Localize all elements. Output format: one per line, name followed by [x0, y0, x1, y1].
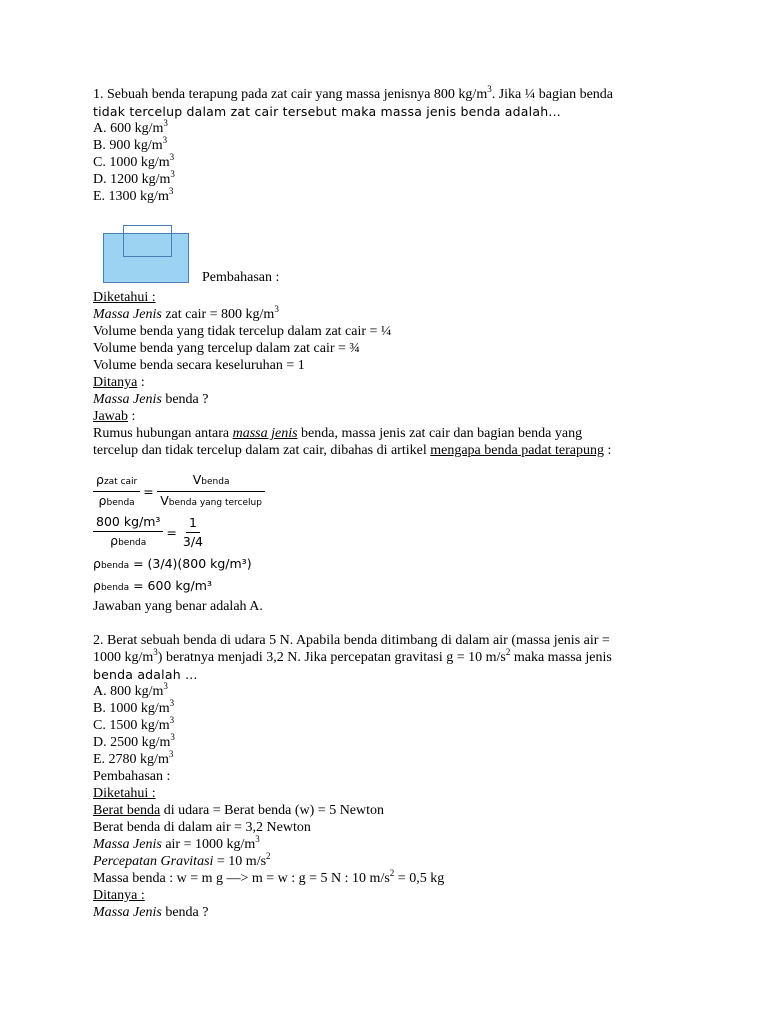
volume-symbol: V: [160, 493, 169, 508]
option-text: A. 800 kg/m: [93, 684, 164, 699]
subscript: benda: [100, 583, 130, 593]
q1-pembahasan: Pembahasan :: [202, 270, 280, 285]
text: maka massa jenis: [510, 650, 612, 665]
q2-pembahasan: Pembahasan :: [93, 769, 171, 784]
term-italic: Massa Jenis: [93, 837, 162, 852]
option-text: C. 1000 kg/m: [93, 155, 170, 170]
numerator: 800 kg/m³: [93, 514, 163, 532]
superscript: 3: [168, 749, 174, 759]
q1-jawab: [93, 408, 683, 425]
article-link[interactable]: mengapa benda padat terapung: [430, 443, 604, 458]
q2-option-b: [93, 700, 683, 717]
text: tercelup dan tidak tercelup dalam zat cair, dibahas di artikel: [93, 443, 431, 458]
option-text: D. 2500 kg/m: [93, 735, 171, 750]
equation-rhs: = 600 kg/m³: [129, 578, 212, 593]
option-text: E. 2780 kg/m: [93, 752, 169, 767]
text: :: [604, 443, 612, 458]
equation-3: [93, 554, 683, 576]
q2-ask: [93, 904, 683, 921]
option-text: E. 1300 kg/m: [93, 189, 169, 204]
superscript: 3: [170, 169, 175, 179]
floating-block: [123, 225, 172, 257]
fraction-right: [157, 472, 266, 511]
subscript: benda yang tercelup: [168, 498, 262, 508]
q1-line2: tidak tercelup dalam zat cair tersebut maka massa jenis benda adalah…: [93, 104, 562, 119]
subscript: zat cair: [103, 477, 138, 487]
jawab-label: Jawab: [93, 409, 128, 424]
term-italic: Percepatan Gravitasi: [93, 854, 214, 869]
option-text: B. 900 kg/m: [93, 138, 163, 153]
q2-known-massa-jenis: [93, 836, 683, 853]
option-text: C. 1500 kg/m: [93, 718, 170, 733]
q1-ditanya: [93, 374, 683, 391]
text: benda, massa jenis zat cair dan bagian benda yang: [297, 426, 583, 441]
q2-line2: [93, 649, 683, 666]
term-italic: Massa Jenis: [93, 905, 162, 920]
option-text: D. 1200 kg/m: [93, 172, 171, 187]
volume-symbol: V: [192, 472, 202, 487]
q2-option-e: [93, 751, 683, 768]
subscript: benda: [100, 561, 130, 571]
q2-options: [93, 683, 683, 768]
rho-symbol: ρ: [96, 472, 104, 487]
rho-symbol: ρ: [93, 578, 101, 593]
q1-options: [93, 120, 683, 205]
q1-ask: [93, 391, 683, 408]
berat-benda-link[interactable]: Berat benda: [93, 803, 161, 818]
equation-2: $\frac{\text{800 kg/m³}}{\text{ρbenda}}$ = $\frac{1}{3/4}$: [93, 514, 683, 551]
numerator: 1: [186, 515, 200, 533]
rho-symbol: ρ: [110, 533, 119, 548]
text: = 10 m/s: [213, 854, 267, 869]
q2-option-c: [93, 717, 683, 734]
q1-rumus-line2: [93, 442, 683, 459]
q2-line3: benda adalah …: [93, 667, 198, 682]
q2-known-berat: [93, 802, 683, 819]
superscript: 3: [163, 118, 168, 128]
text: Rumus hubungan antara: [93, 426, 233, 441]
ask-text: benda ?: [161, 392, 209, 407]
superscript: 3: [169, 152, 175, 162]
q1-known-vol-total: Volume benda secara keseluruhan = 1: [93, 358, 305, 373]
q1-option-c: [93, 154, 683, 171]
q1-option-a: [93, 120, 683, 137]
superscript: 3: [163, 681, 168, 691]
q1-line1-tail: . Jika ¼ bagian benda: [491, 87, 614, 102]
subscript: benda: [118, 538, 147, 548]
rho-symbol: ρ: [93, 556, 101, 571]
q1-known-vol-tidak: Volume benda yang tidak tercelup dalam zat cair = ¼: [93, 324, 392, 339]
superscript: 3: [274, 304, 279, 314]
q2-diketahui: Diketahui :: [93, 786, 156, 801]
q1-diketahui: Diketahui :: [93, 290, 156, 305]
q2-massa-benda: [93, 870, 683, 887]
q2-line1: 2. Berat sebuah benda di udara 5 N. Apabila benda ditimbang di dalam air (massa jenis air =: [93, 633, 610, 648]
q1-answer: Jawaban yang benar adalah A.: [93, 599, 263, 614]
fraction-left: [93, 514, 163, 551]
colon: :: [128, 409, 136, 424]
q1-line1: [93, 86, 683, 103]
q2-option-a: [93, 683, 683, 700]
superscript: 2: [266, 851, 271, 861]
superscript: 3: [487, 84, 492, 94]
ditanya-label: Ditanya: [93, 375, 138, 390]
subscript: benda: [106, 498, 135, 508]
term-italic: Massa Jenis: [93, 392, 162, 407]
text: = 0,5 kg: [394, 871, 445, 886]
q1-line1-text: 1. Sebuah benda terapung pada zat cair yang massa jenisnya 800 kg/m: [93, 87, 488, 102]
superscript: 3: [153, 647, 158, 657]
option-text: B. 1000 kg/m: [93, 701, 170, 716]
q2-ditanya: Ditanya :: [93, 888, 145, 903]
rho-symbol: ρ: [98, 493, 107, 508]
text: air = 1000 kg/m: [161, 837, 256, 852]
q1-option-e: [93, 188, 683, 205]
colon: :: [137, 375, 145, 390]
q2-known-berat-air: Berat benda di dalam air = 3,2 Newton: [93, 820, 311, 835]
q2-option-d: [93, 734, 683, 751]
equation-rhs: = (3/4)(800 kg/m³): [129, 556, 252, 571]
superscript: 3: [169, 715, 175, 725]
q1-rumus-line1: [93, 425, 683, 442]
floating-object-diagram: [93, 225, 683, 289]
q1-option-b: [93, 137, 683, 154]
equation-4: [93, 576, 683, 598]
q2-known-gravitasi: [93, 853, 683, 870]
fraction-left: [93, 472, 140, 511]
q1-known-massa-jenis: [93, 306, 683, 323]
known-value: zat cair = 800 kg/m: [161, 307, 275, 322]
q1-option-d: [93, 171, 683, 188]
ask-text: benda ?: [161, 905, 209, 920]
superscript: 3: [169, 698, 175, 708]
q1-known-vol-tercelup: Volume benda yang tercelup dalam zat cair = ¾: [93, 341, 360, 356]
subscript: benda: [201, 477, 230, 487]
superscript: 2: [505, 647, 511, 657]
text: 1000 kg/m: [93, 650, 154, 665]
superscript: 3: [168, 186, 174, 196]
term-italic: Massa Jenis: [93, 307, 162, 322]
massa-jenis-link[interactable]: massa jenis: [232, 426, 298, 441]
superscript: 2: [389, 868, 395, 878]
denominator: 3/4: [182, 534, 204, 549]
superscript: 3: [162, 135, 168, 145]
superscript: 3: [255, 834, 260, 844]
option-text: A. 600 kg/m: [93, 121, 164, 136]
text: ) beratnya menjadi 3,2 N. Jika percepatan gravitasi g = 10 m/s: [157, 650, 506, 665]
superscript: 3: [170, 732, 175, 742]
fraction-right: [180, 515, 206, 550]
text: Massa benda : w = m g —> m = w : g = 5 N : 10 m/s: [93, 871, 390, 886]
document-page: [93, 86, 683, 921]
equation-1: $\frac{\text{ρzat cair}}{\text{ρbenda}}$ = $\frac{\text{Vbenda}}{\text{Vbenda yang tercelup}}$: [93, 472, 683, 511]
text: di udara = Berat benda (w) = 5 Newton: [160, 803, 385, 818]
